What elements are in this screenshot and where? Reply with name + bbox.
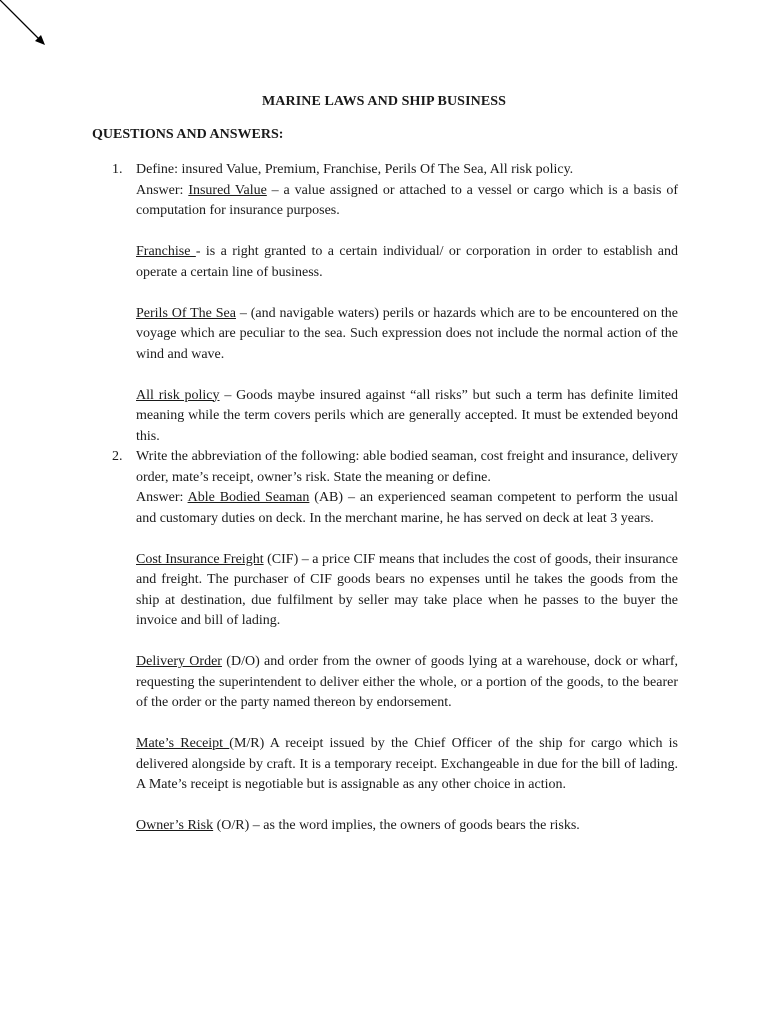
answer-able-bodied-seaman — [136, 488, 678, 529]
definition-perils-of-the-sea: – (and navigable waters) perils or hazards which are to be encountered on the voyage which are peculiar to the sea. Such expression does not include the normal action of the wind and wave. — [136, 305, 678, 362]
term-cost-insurance-freight: Cost Insurance Freight — [136, 551, 264, 567]
term-franchise: Franchise — [136, 244, 196, 259]
term-owners-risk: Owner’s Risk — [136, 818, 214, 833]
answer-label: Answer: — [136, 490, 188, 505]
term-perils-of-the-sea: Perils Of The Sea — [136, 305, 236, 321]
definition-mates-receipt: (M/R) A receipt issued by the Chief Officer of the ship for cargo which is delivered alongside by craft. It is a temporary receipt. Exchangeable in due for the bill of lading. A Mate’s receipt is negotiable but is assignable as any other choice in action. — [136, 736, 678, 792]
qa-list — [92, 160, 678, 837]
answer-perils — [136, 304, 678, 366]
definition-franchise: - is a right granted to a certain individual/ or corporation in order to establish and operate a certain line of business. — [136, 244, 678, 280]
term-able-bodied-seaman: Able Bodied Seaman — [187, 490, 310, 505]
term-delivery-order: Delivery Order — [136, 654, 222, 669]
answer-all-risk — [136, 386, 678, 448]
answer-mates-receipt — [136, 734, 678, 796]
definition-delivery-order: (D/O) and order from the owner of goods lying at a warehouse, dock or wharf, requesting the superintendent to deliver either the whole, or a portion of the goods, to the bearer of the order or the party named thereon by endorsement. — [136, 654, 678, 710]
answer-insured-value — [136, 181, 678, 222]
answer-franchise — [136, 242, 678, 283]
question-item-2 — [92, 447, 678, 837]
answer-delivery-order — [136, 652, 678, 714]
term-all-risk-policy: All risk policy — [136, 387, 220, 403]
question-item-1 — [92, 160, 678, 447]
question-text: Define: insured Value, Premium, Franchise, Perils Of The Sea, All risk policy. — [136, 162, 574, 177]
term-insured-value: Insured Value — [188, 182, 267, 198]
definition-able-bodied-seaman: (AB) – an experienced seaman competent to perform the usual and customary duties on deck. In the merchant marine, he has served on deck at leat 3 years. — [136, 490, 678, 526]
definition-all-risk-policy: – Goods maybe insured against “all risks” but such a term has definite limited meaning while the term covers perils which are generally accepted. It must be extended beyond this. — [136, 387, 678, 444]
definition-owners-risk: (O/R) – as the word implies, the owners of goods bears the risks. — [213, 818, 580, 833]
definition-insured-value: – a value assigned or attached to a vessel or cargo which is a basis of computation for insurance purposes. — [136, 182, 678, 218]
term-mates-receipt: Mate’s Receipt — [136, 736, 230, 751]
question-number: 1. — [112, 162, 123, 177]
answer-cif — [136, 550, 678, 632]
question-text: Write the abbreviation of the following: able bodied seaman, cost freight and insurance, delivery order, mate’s receipt, owner’s risk. State the meaning or define. — [136, 449, 678, 485]
section-heading: QUESTIONS AND ANSWERS: — [92, 127, 284, 142]
definition-cost-insurance-freight: (CIF) – a price CIF means that includes the cost of goods, their insurance and freight. The purchaser of CIF goods bears no expenses until he takes the goods from the ship at destination, due fulfilment by seller may take place when he passes to the buyer the invoice and bill of lading. — [136, 551, 679, 628]
corner-arrow-icon — [0, 0, 60, 60]
document-title: MARINE LAWS AND SHIP BUSINESS — [261, 94, 507, 109]
answer-label: Answer: — [136, 182, 184, 198]
question-number: 2. — [112, 449, 123, 464]
answer-owners-risk — [136, 816, 678, 837]
